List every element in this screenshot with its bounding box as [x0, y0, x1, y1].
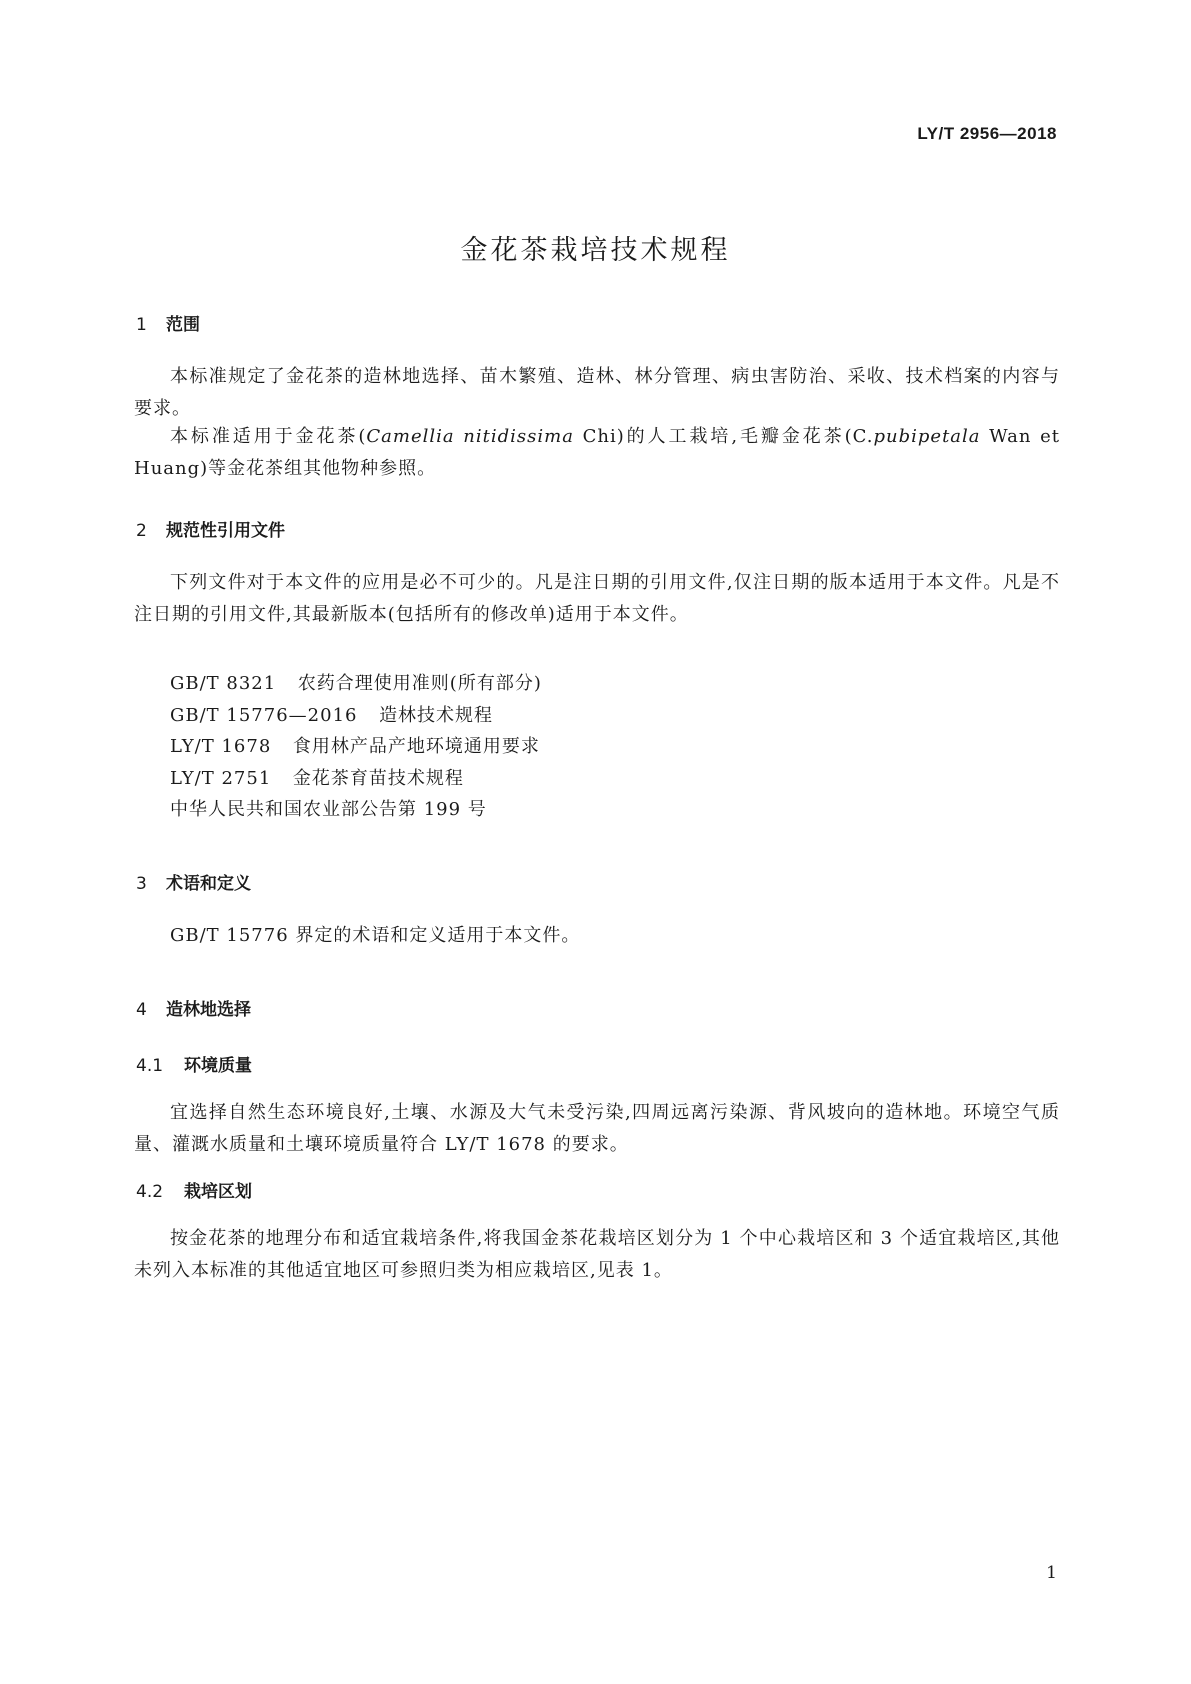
normative-reference-list — [170, 668, 542, 826]
reference-code: LY/T 1678 — [170, 736, 272, 757]
section-title: 术语和定义 — [166, 874, 251, 894]
section-4-2-paragraph-1: 按金花茶的地理分布和适宜栽培条件,将我国金茶花栽培区划分为 1 个中心栽培区和 3 个适宜栽培区,其他未列入本标准的其他适宜地区可参照归类为相应栽培区,见表 1。 — [134, 1228, 1060, 1281]
document-title: 金花茶栽培技术规程 — [460, 235, 731, 266]
reference-item — [170, 668, 542, 700]
reference-name: 食用林产品产地环境通用要求 — [292, 736, 540, 757]
section-4-1-paragraph-1: 宜选择自然生态环境良好,土壤、水源及大气未受污染,四周远离污染源、背风坡向的造林地。环境空气质量、灌溉水质量和土壤环境质量符合 LY/T 1678 的要求。 — [134, 1102, 1060, 1155]
reference-name: 造林技术规程 — [379, 704, 494, 726]
section-number: 2 — [136, 521, 147, 541]
text-run: Wan et Huang)等金花茶组其他物种参照。 — [134, 426, 1060, 479]
section-1-paragraph-2 — [134, 421, 1060, 485]
reference-code: LY/T 2751 — [170, 767, 272, 789]
section-title: 环境质量 — [184, 1056, 252, 1076]
section-2-heading — [136, 516, 285, 541]
section-title: 规范性引用文件 — [166, 521, 285, 541]
section-title: 造林地选择 — [166, 1000, 251, 1020]
section-4-heading — [136, 995, 251, 1020]
reference-name: 金花茶育苗技术规程 — [292, 767, 464, 789]
section-2-paragraph-1: 下列文件对于本文件的应用是必不可少的。凡是注日期的引用文件,仅注日期的版本适用于本文件。凡是不注日期的引用文件,其最新版本(包括所有的修改单)适用于本文件。 — [134, 572, 1060, 625]
text-run: 本标准适用于金花茶( — [170, 426, 367, 447]
section-1-paragraph-1: 本标准规定了金花茶的造林地选择、苗木繁殖、造林、林分管理、病虫害防治、采收、技术档案的内容与要求。 — [134, 366, 1060, 419]
section-number: 3 — [136, 874, 147, 894]
reference-code: 中华人民共和国农业部公告第 199 号 — [170, 799, 487, 820]
page-number: 1 — [1046, 1563, 1057, 1583]
reference-item — [170, 700, 542, 732]
reference-name: 农药合理使用准则(所有部分) — [297, 673, 542, 694]
section-title: 范围 — [166, 315, 200, 335]
reference-item — [170, 794, 542, 826]
section-title: 栽培区划 — [184, 1182, 252, 1202]
section-3-heading — [136, 869, 251, 894]
standard-code: LY/T 2956—2018 — [917, 124, 1057, 143]
reference-code: GB/T 8321 — [170, 673, 277, 694]
text-run: Chi)的人工栽培,毛瓣金花茶(C. — [573, 426, 874, 447]
section-number: 4 — [136, 1000, 147, 1020]
section-4-1-heading — [136, 1051, 252, 1076]
section-1-heading — [136, 310, 200, 335]
section-number: 1 — [136, 315, 147, 335]
reference-item — [170, 731, 542, 763]
reference-item — [170, 763, 542, 795]
reference-code: GB/T 15776—2016 — [170, 704, 358, 726]
section-number: 4.2 — [136, 1182, 164, 1202]
section-3-paragraph-1: GB/T 15776 界定的术语和定义适用于本文件。 — [170, 925, 581, 946]
section-number: 4.1 — [136, 1056, 164, 1076]
latin-name: pubipetala — [873, 426, 981, 447]
latin-name: Camellia nitidissima — [366, 426, 574, 447]
section-4-2-heading — [136, 1177, 252, 1202]
